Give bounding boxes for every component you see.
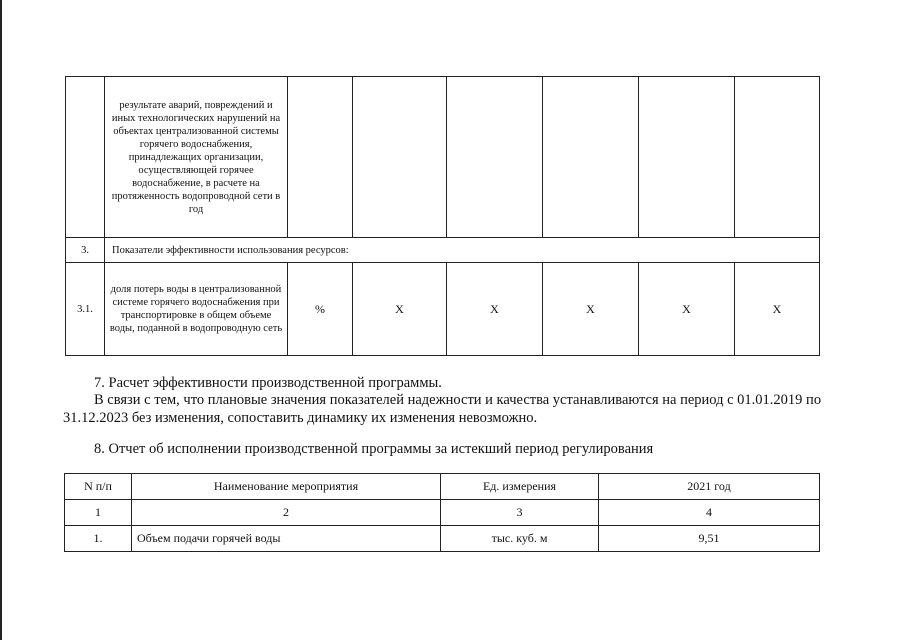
value-cell [639, 77, 735, 238]
page-left-edge-line [0, 0, 2, 640]
column-number-cell: 2 [132, 500, 441, 526]
value-cell: Х [447, 263, 543, 356]
section-title-cell: Показатели эффективности использования ресурсов: [105, 238, 820, 263]
column-number-cell: 3 [441, 500, 599, 526]
activity-name-cell: Объем подачи горячей воды [132, 526, 441, 552]
header-cell: 2021 год [599, 474, 820, 500]
unit-cell [288, 77, 353, 238]
table-row [66, 77, 820, 238]
table-row [66, 238, 820, 263]
header-cell: Наименование мероприятия [132, 474, 441, 500]
table-row [66, 263, 820, 356]
value-cell [447, 77, 543, 238]
row-number-cell [66, 77, 105, 238]
indicator-name-cell: доля потерь воды в централизованной системе горячего водоснабжения при транспортировке в общем объеме воды, поданной в водопроводную сеть [105, 263, 288, 356]
table-row [65, 526, 820, 552]
report-table [64, 473, 820, 552]
value-cell [353, 77, 447, 238]
section-7-text-line-2: 31.12.2023 без изменения, сопоставить динамику их изменения невозможно. [63, 410, 538, 426]
section-8-heading: 8. Отчет об исполнении производственной программы за истекший период регулирования [94, 441, 654, 457]
value-cell: 9,51 [599, 526, 820, 552]
row-number-cell: 3. [66, 238, 105, 263]
header-cell: Ед. измерения [441, 474, 599, 500]
unit-cell: % [288, 263, 353, 356]
column-number-cell: 4 [599, 500, 820, 526]
row-number-cell: 3.1. [66, 263, 105, 356]
column-number-row [65, 500, 820, 526]
value-cell: Х [543, 263, 639, 356]
value-cell: Х [735, 263, 820, 356]
section-7-text-line-1: В связи с тем, что плановые значения показателей надежности и качества устанавливаются на период с 01.01.2019 по [94, 392, 822, 408]
section-7-heading: 7. Расчет эффективности производственной программы. [94, 375, 442, 391]
value-cell [543, 77, 639, 238]
table-header-row [65, 474, 820, 500]
value-cell [735, 77, 820, 238]
value-cell: Х [353, 263, 447, 356]
value-cell: Х [639, 263, 735, 356]
indicators-table [65, 76, 820, 356]
indicator-name-cell: результате аварий, повреждений и иных технологических нарушений на объектах централизованной системы горячего водоснабжения, принадлежащих организации, осуществляющей горячее водоснабжение, в расчете на протяженность водопроводной сети в год [105, 77, 288, 238]
header-cell: N п/п [65, 474, 132, 500]
column-number-cell: 1 [65, 500, 132, 526]
unit-cell: тыс. куб. м [441, 526, 599, 552]
row-number-cell: 1. [65, 526, 132, 552]
